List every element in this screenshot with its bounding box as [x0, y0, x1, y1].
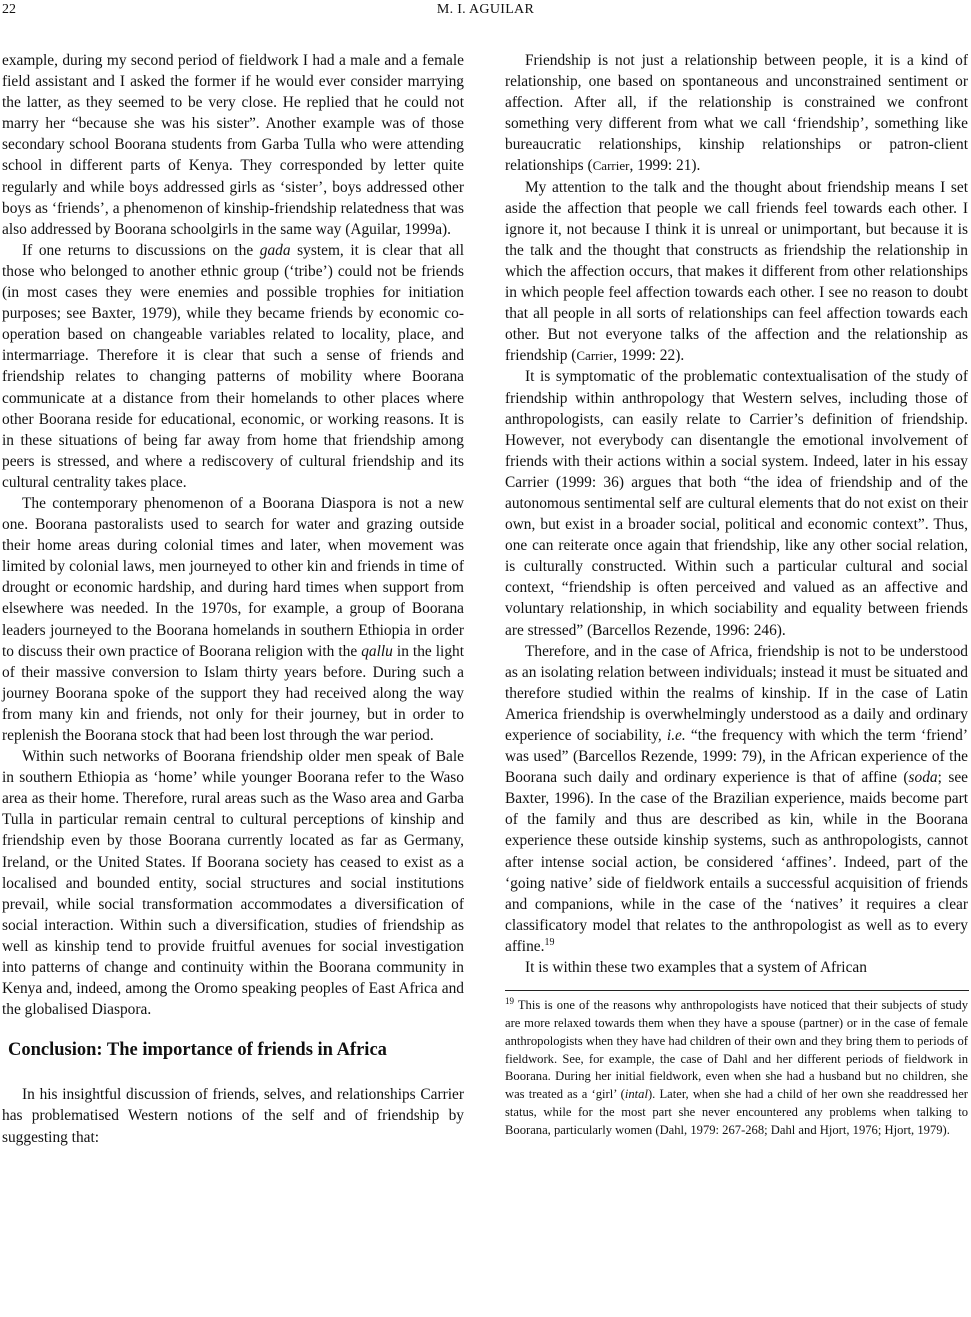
- block-quote: Friendship is not just a relationship between people, it is a kind of relationship, one based on spontaneous and unconstrained sentiment or affection. After all, if the relationship is constrained we confront something very different from what we call ‘friendship’, something like bureaucratic relationships, kinship relationships or patron-client relationships (Carrier, 1999: 21).: [505, 52, 968, 175]
- term-gada: gada: [259, 241, 291, 259]
- section-heading: Conclusion: The importance of friends in Africa: [8, 1040, 387, 1061]
- paragraph: It is within these two examples that a system of African: [525, 959, 867, 977]
- citation-name: Carrier: [576, 348, 614, 364]
- left-column: [2, 50, 464, 1148]
- footnote: $^{19}$ This is one of the reasons why anthropologists have noticed that their subjects of study are more relaxed towards them when they have a spouse (partner) or in the case of female anthropologists when they have had children of their own and they bring them to periods of fieldwork. See, for example, the case of Dahl and her different periods of fieldwork in Boorana. During her initial fieldwork, even when she had a husband but no children, she was treated as a ‘girl’ (intal). Later, when she had a child of her own she readdressed her status, while for the most part she never encountered any problems when talking to Boorana, particularly women (Dahl, 1979: 267-268; Dahl and Hjort, 1976; Hjort, 1979).: [505, 995, 968, 1137]
- paragraph: Within such networks of Boorana friendship older men speak of Bale in southern Ethiopia as ‘home’ while younger Boorana refer to the Waso area as their home. Therefore, rural areas such as the Waso area and Garba Tulla in particular remain central to cultural perceptions of kinship and friendship even by those Boorana currently located as far as Germany, Ireland, or the United States. If Boorana society has ceased to exist as a localised and bounded entity, social structures and social institutions prevail, while social transformation accommodates a diversification of social interaction. Within such a diversification, studies of friendship as well as kinship tend to provide fruitful avenues for social investigation into patterns of change and continuity within the Boorana community in Kenya and, indeed, among the Oromo speaking peoples of East Africa and the globalised Diaspora.: [2, 748, 464, 1019]
- paragraph: If one returns to discussions on the gada system, it is clear that all those who belonged to another ethnic group (‘tribe’) could not be friends (in most cases they were enemies and possible trophies for initiation purposes; see Baxter, 1979), while they became friends by economic co-operation based on changeable variables related to locality, place, and intermarriage. Therefore it is clear that such a sense of friends and friendship relates to changing patterns of mobility where Boorana communicate at a distance from their homelands to other places where other Boorana reside for educational, economic, or working reasons. It is in these situations of being far away from home that friendship among peers is stressed, and where a rediscovery of cultural friendship and its cultural centrality takes place.: [2, 241, 464, 491]
- term-soda: soda: [908, 769, 938, 787]
- block-quote: My attention to the talk and the thought about friendship means I set aside the affection that people we call friends feel towards each other. I ignore it, not because I think it is unreal or unimportant, but because it is the talk and the thought that constructs as friendship the relationship in which the affection occurs, that makes it different from other relationships in which people feel affection towards each other. I see no reason to doubt that all people in all sorts of relationships can feel affection towards each other. But not everyone talks of the affection and the relationship as friendship (Carrier, 1999: 22).: [505, 178, 968, 365]
- right-column: [505, 50, 968, 1140]
- paragraph: It is symptomatic of the problematic contextualisation of the study of friendship within anthropology that Western selves, including those of anthropologists, can easily relate to Carrier’s definition of friendship. However, not everybody can disentangle the emotional involvement of friends with their actions within a social system. Indeed, later in his essay Carrier (1999: 36) argues that both “the idea of friendship and of the autonomous sentimental self are cultural elements that do not exist on their own, but exist in a broader social, political and economic context”. Thus, one can reiterate once again that friendship, like any other social relation, is culturally constructed. Within such a particular cultural and social context, “friendship is often perceived and valued as an affective and voluntary relationship, in which sociability and equality between friends are stressed” (Barcellos Rezende, 1996: 246).: [505, 368, 968, 639]
- footnote-reference[interactable]: 19: [544, 936, 555, 948]
- paragraph: example, during my second period of fieldwork I had a male and a female field assistant and I asked the former if he would ever consider marrying the latter, as they seemed to be very close. He replied that he could not marry her “because she was his sister”. Another example was of those secondary school Boorana students from Garba Tulla who were attending school in different parts of Kenya. They corresponded by letter quite regularly and while boys addressed girls as ‘sister’, boys addressed other boys as ‘friends’, a phenomenon of kinship-friendship relatedness that was also addressed by Boorana schoolgirls in the same way (Aguilar, 1999a).: [2, 52, 464, 238]
- running-head: M. I. AGUILAR: [436, 2, 535, 17]
- paragraph: Therefore, and in the case of Africa, friendship is not to be understood as an isolating relation between individuals; instead it must be situated and therefore studied within the realms of kinship. If in the case of Latin America friendship is overwhelmingly understood as a daily and ordinary experience of sociability, i.e. “the frequency with which the term ‘friend’ was used” (Barcellos Rezende, 1999: 79), in the African experience of the Boorana such daily and ordinary experience is that of affine (soda; see Baxter, 1996). In the case of the Brazilian experience, maids become part of the family and thus are described as kin, while in the Boorana experience these outside kinship systems, such as anthropologists, cannot after intense social action, be considered ‘affines’. Indeed, part of the ‘going native’ side of fieldwork entails a successful acquisition of friends and companions, while in the case of the ‘natives’ it requires a clear classificatory model that relates to the anthropologist as well as to every affine.$^{19}$: [505, 642, 969, 955]
- paragraph: The contemporary phenomenon of a Boorana Diaspora is not a new one. Boorana pastoralists used to search for water and grazing outside their home areas during colonial times and later, when movement was limited by colonial laws, men journeyed to other kin and friends in time of drought or economic hardship, and during hard times when support from elsewhere was needed. In the 1970s, for example, a group of Boorana leaders journeyed to the Boorana homelands in southern Ethiopia in order to discuss their own practice of Boorana religion with the qallu in the light of their massive conversion to Islam thirty years before. During such a journey Boorana spoke of the support they had received along the way from many kin and friends, not only for their journey, but in order to replenish the Boorana stock that had been lost through the war period.: [2, 494, 464, 744]
- paragraph: In his insightful discussion of friends, selves, and relationships Carrier has problematised Western notions of the self and of friendship by suggesting that:: [2, 1086, 464, 1146]
- page-header: [0, 2, 971, 24]
- citation-name: Carrier: [592, 158, 630, 174]
- footnote-number: 19: [505, 995, 514, 1006]
- page-number: 22: [2, 2, 16, 17]
- term-qallu: qallu: [361, 642, 393, 660]
- footnote-divider: [505, 990, 969, 991]
